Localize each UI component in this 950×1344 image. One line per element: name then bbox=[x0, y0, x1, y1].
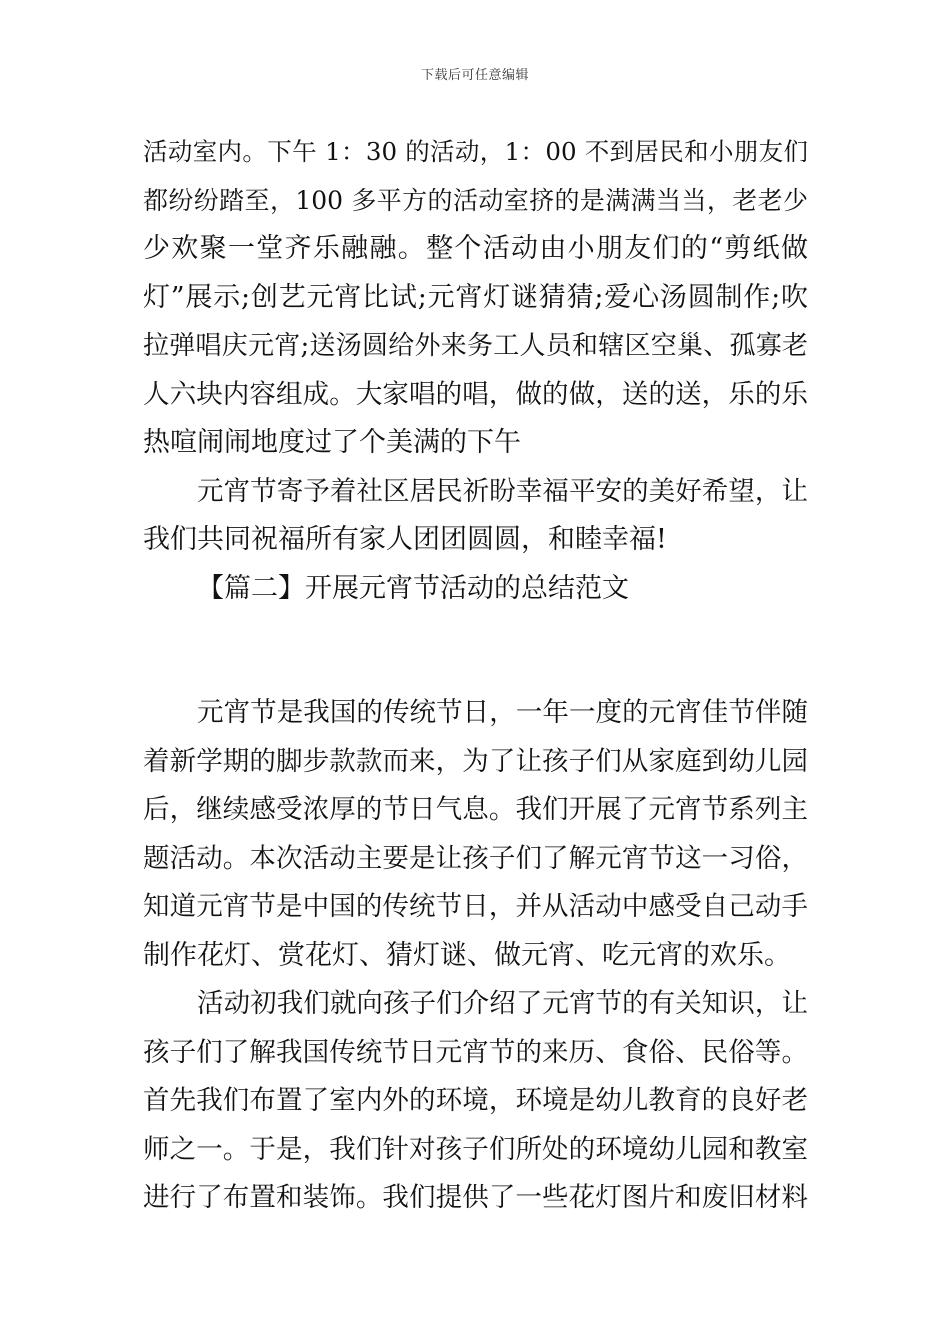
text-line: 后，继续感受浓厚的节日气息。我们开展了元宵节系列主 bbox=[143, 794, 808, 825]
text-line: 师之一。于是，我们针对孩子们所处的环境幼儿园和教室 bbox=[143, 1133, 808, 1165]
text-line: 我们共同祝福所有家人团团圆圆，和睦幸福! bbox=[143, 524, 667, 555]
text-line: 灯”展示;创艺元宵比试;元宵灯谜猜猜;爱心汤圆制作;吹 bbox=[143, 281, 808, 313]
text-line: 人六块内容组成。大家唱的唱，做的做，送的送，乐的乐 bbox=[143, 378, 808, 410]
paragraph bbox=[143, 689, 808, 980]
text-line: 拉弹唱庆元宵;送汤圆给外来务工人员和辖区空巢、孤寡老 bbox=[143, 331, 808, 361]
text-line: 热喧闹闹地度过了个美满的下午 bbox=[143, 427, 521, 458]
text-line: 着新学期的脚步款款而来，为了让孩子们从家庭到幼儿园 bbox=[143, 745, 808, 777]
text-line: 活动初我们就向孩子们介绍了元宵节的有关知识，让 bbox=[197, 988, 808, 1019]
paragraph bbox=[143, 468, 808, 565]
spacer bbox=[143, 613, 808, 689]
text-line: 进行了布置和装饰。我们提供了一些花灯图片和废旧材料 bbox=[143, 1182, 808, 1213]
text-line: 活动室内。下午 1：30 的活动，1：00 不到居民和小朋友们 bbox=[143, 137, 808, 166]
section-heading: 【篇二】开展元宵节活动的总结范文 bbox=[197, 572, 629, 604]
text-line: 孩子们了解我国传统节日元宵节的来历、食俗、民俗等。 bbox=[143, 1036, 808, 1068]
text-line: 制作花灯、赏花灯、猜灯谜、做元宵、吃元宵的欢乐。 bbox=[143, 939, 791, 971]
text-line: 都纷纷踏至，100 多平方的活动室挤的是满满当当，老老少 bbox=[143, 185, 808, 215]
text-line: 题活动。本次活动主要是让孩子们了解元宵节这一习俗， bbox=[143, 842, 808, 874]
paragraph bbox=[143, 128, 808, 468]
text-line: 元宵节寄予着社区居民祈盼幸福平安的美好希望，让 bbox=[197, 475, 808, 507]
page-header: 下载后可任意编辑 bbox=[420, 68, 529, 83]
document-body bbox=[143, 128, 808, 1223]
text-line: 首先我们布置了室内外的环境，环境是幼儿教育的良好老 bbox=[143, 1085, 808, 1116]
text-line: 元宵节是我国的传统节日，一年一度的元宵佳节伴随 bbox=[197, 697, 808, 728]
paragraph bbox=[143, 980, 808, 1223]
text-line: 知道元宵节是中国的传统节日，并从活动中感受自己动手 bbox=[143, 891, 808, 922]
text-line: 少欢聚一堂齐乐融融。整个活动由小朋友们的“剪纸做 bbox=[143, 233, 808, 264]
